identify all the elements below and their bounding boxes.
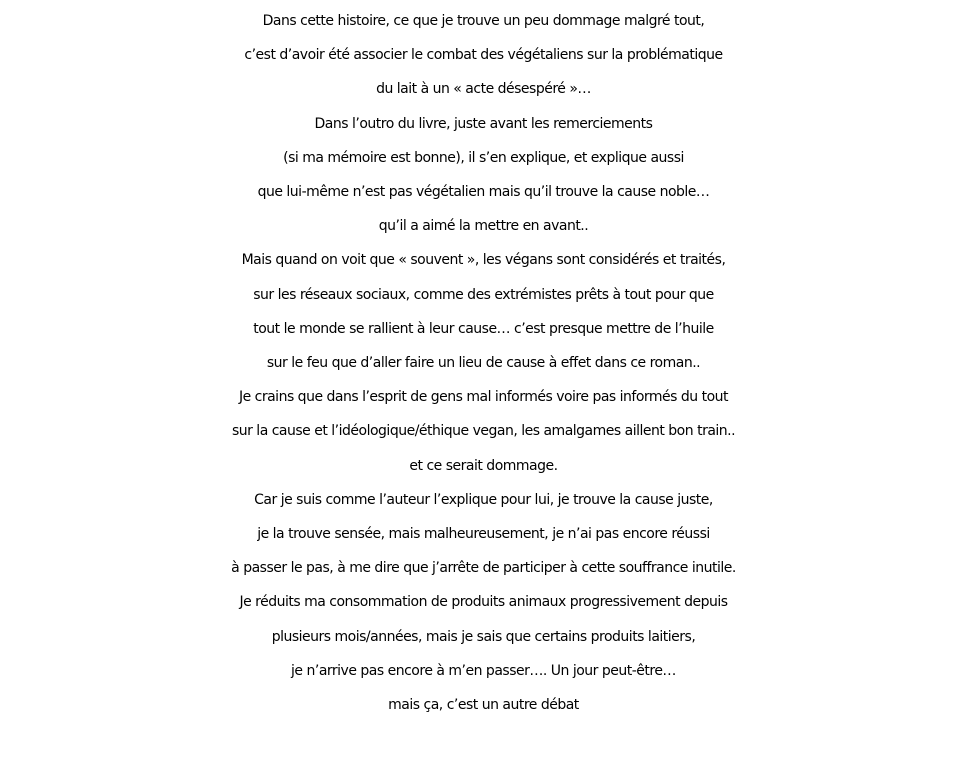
text-line: sur la cause et l’idéologique/éthique vegan, les amalgames aillent bon train.. xyxy=(231,423,736,440)
text-line: je n’arrive pas encore à m’en passer…. Un jour peut-être… xyxy=(291,662,676,679)
text-line: Dans l’outro du livre, juste avant les remerciements xyxy=(314,115,653,132)
text-line: sur les réseaux sociaux, comme des extrémistes prêts à tout pour que xyxy=(253,286,714,303)
text-line: mais ça, c’est un autre débat xyxy=(388,697,579,714)
text-line: du lait à un « acte désespéré »… xyxy=(376,81,591,98)
text-line: Dans cette histoire, ce que je trouve un peu dommage malgré tout, xyxy=(262,13,705,29)
text-line: Je réduits ma consommation de produits animaux progressivement depuis xyxy=(239,594,728,611)
text-line: c’est d’avoir été associer le combat des végétaliens sur la problématique xyxy=(244,47,723,64)
review-text xyxy=(0,4,967,722)
text-line: Mais quand on voit que « souvent », les végans sont considérés et traités, xyxy=(241,252,726,269)
text-line: sur le feu que d’aller faire un lieu de cause à effet dans ce roman.. xyxy=(266,355,701,372)
text-line: (si ma mémoire est bonne), il s’en explique, et explique aussi xyxy=(283,149,684,166)
text-line: Car je suis comme l’auteur l’explique pour lui, je trouve la cause juste, xyxy=(254,491,713,508)
text-line: tout le monde se rallient à leur cause… c’est presque mettre de l’huile xyxy=(253,320,714,337)
text-line: Je crains que dans l’esprit de gens mal informés voire pas informés du tout xyxy=(238,389,729,406)
text-line: qu’il a aimé la mettre en avant.. xyxy=(378,218,589,235)
text-line: plusieurs mois/années, mais je sais que certains produits laitiers, xyxy=(271,628,696,645)
text-line: je la trouve sensée, mais malheureusement, je n’ai pas encore réussi xyxy=(257,526,710,543)
text-line: que lui-même n’est pas végétalien mais qu’il trouve la cause noble… xyxy=(257,184,710,201)
text-line: et ce serait dommage. xyxy=(409,457,558,474)
text-line: à passer le pas, à me dire que j’arrête de participer à cette souffrance inutile. xyxy=(231,560,736,577)
